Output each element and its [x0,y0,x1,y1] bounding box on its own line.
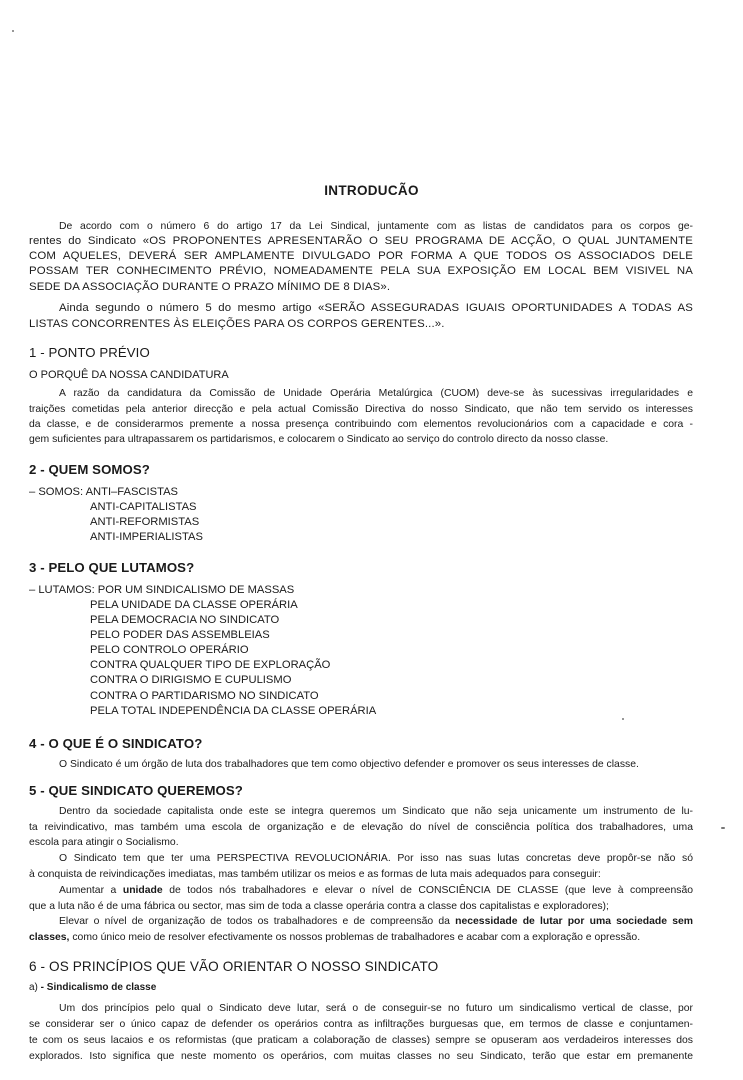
section-3-item: PELA TOTAL INDEPENDÊNCIA DA CLASSE OPERÁRIA [90,705,377,717]
section-1-line: traições cometidas pela anterior direcção e pela actual Comissão Directiva do nosso Sindicato, que não tem servido os interesses [29,404,693,415]
intro-p2-line: Ainda segundo o número 5 do mesmo artigo «SERÃO ASSEGURADAS IGUAIS OPORTUNIDADES A TODAS AS [59,302,693,314]
section-3-item: PELO PODER DAS ASSEMBLEIAS [90,629,270,641]
scan-speck [721,827,725,829]
section-6-line: se considerar ser o único capaz de defender os operários contra as infiltrações burguesas que, em termos de classe e conjuntamen- [29,1019,693,1030]
section-5-line [29,930,640,946]
intro-p1-line: COM AQUELES, DEVERÁ SER AMPLAMENTE DIVULGADO POR FORMA A QUE TODOS OS ASSOCIADOS DELE [29,250,693,262]
section-5-line: escola para atingir o Socialismo. [29,837,179,848]
section-3-item: CONTRA O DIRIGISMO E CUPULISMO [90,674,292,686]
section-5-line [59,883,693,899]
emphasis-classes: classes, [29,932,70,943]
section-3-lead: – LUTAMOS: POR UM SINDICALISMO DE MASSAS [29,584,295,596]
section-6-heading: 6 - OS PRINCÍPIOS QUE VÃO ORIENTAR O NOSSO SINDICATO [29,959,439,974]
intro-p2-line: LISTAS CONCORRENTES ÀS ELEIÇÕES PARA OS CORPOS GERENTES...». [29,318,445,330]
section-6-line: explorados. Isto significa que neste momento os operários, com muitas classes no seu Sindicato, terão que estar em premanente [29,1051,693,1062]
section-5-line: ta reivindicativo, mas também uma escola de organização e de elevação do nível de consciência política dos trabalhadores, uma [29,822,693,833]
sub-title: - Sindicalismo de classe [37,982,157,993]
section-5-heading: 5 - QUE SINDICATO QUEREMOS? [29,783,243,798]
section-1-line: da classe, e de considerarmos premente a nossa presença contribuindo com elementos revolucionários com a capacidade e cora - [29,419,693,430]
section-5-line: Dentro da sociedade capitalista onde este se integra queremos um Sindicato que não seja unicamente um instrumento de lu- [59,806,693,817]
section-1-heading: 1 - PONTO PRÉVIO [29,345,150,360]
text-run: como único meio de resolver efectivamente os nossos problemas de trabalhadores e acabar com a exploração e opressão. [69,932,641,943]
section-5-line [59,914,693,930]
document-title: INTRODUCÃO [324,183,419,198]
intro-p1-line: rentes do Sindicato «OS PROPONENTES APRESENTARÃO O SEU PROGRAMA DE ACÇÃO, O QUAL JUNTAMENTE [29,235,693,247]
section-4-text: O Sindicato é um órgão de luta dos trabalhadores que tem como objectivo defender e promover os seus interesses de classe. [59,759,639,770]
section-2-lead: – SOMOS: ANTI–FASCISTAS [29,486,178,498]
section-5-line: que a luta não é de uma fábrica ou sector, mas sim de toda a classe operária contra a classe dos capitalistas e exploradores); [29,901,609,912]
section-2-item: ANTI-REFORMISTAS [90,516,200,528]
intro-p1-line: SEDE DA ASSOCIAÇÃO DURANTE O PRAZO MÍNIMO DE 8 DIAS». [29,281,391,293]
section-1-line: A razão da candidatura da Comissão de Unidade Operária Metalúrgica (CUOM) deve-se às sucessivas irregularidades e [59,388,693,399]
section-3-item: CONTRA QUALQUER TIPO DE EXPLORAÇÃO [90,659,331,671]
section-3-item: CONTRA O PARTIDARISMO NO SINDICATO [90,690,319,702]
scan-speck [12,30,14,32]
section-5-line: O Sindicato tem que ter uma PERSPECTIVA REVOLUCIONÁRIA. Por isso nas suas lutas concretas deve propôr-se não só [59,853,693,864]
section-5-line: à conquista de reivindicações imediatas, mas também utilizar os meios e as formas de luta mais adequados para conseguir: [29,869,601,880]
text-run: Elevar o nível de organização de todos os trabalhadores e de compreensão da [59,916,456,927]
section-3-heading: 3 - PELO QUE LUTAMOS? [29,560,195,575]
emphasis-sociedade-sem-classes: necessidade de lutar por uma sociedade sem [455,916,693,927]
sub-label: a) [29,982,38,993]
intro-p1-line: De acordo com o número 6 do artigo 17 da Lei Sindical, juntamente com as listas de candidatos para os corpos ge- [59,221,693,232]
section-6-subheading [29,980,156,996]
section-2-item: ANTI-CAPITALISTAS [90,501,197,513]
section-6-line: Um dos princípios pelo qual o Sindicato deve lutar, será o de conseguir-se no futuro um sindicalismo vertical de classe, por [59,1003,693,1014]
scan-speck [622,718,624,720]
section-1-subheading: O PORQUÊ DA NOSSA CANDIDATURA [29,369,229,381]
section-4-heading: 4 - O QUE É O SINDICATO? [29,736,203,751]
intro-p1-line: POSSAM TER CONHECIMENTO PRÉVIO, NOMEADAMENTE PELA SUA EXPOSIÇÃO EM LOCAL BEM VISIVEL NA [29,265,693,277]
section-2-item: ANTI-IMPERIALISTAS [90,531,203,543]
section-1-line: gem suficientes para ultrapassarem os partidarismos, e colocarem o Sindicato ao serviço do controlo directo da nosso classe. [29,434,609,445]
text-run: Aumentar a [59,885,123,896]
section-3-item: PELA DEMOCRACIA NO SINDICATO [90,614,280,626]
section-2-heading: 2 - QUEM SOMOS? [29,462,150,477]
section-6-line: te com os seus lacaios e os reformistas (que praticam a colaboração de classes) sempre se opuseram aos verdadeiros interesses dos [29,1035,693,1046]
section-3-item: PELO CONTROLO OPERÁRIO [90,644,249,656]
section-3-item: PELA UNIDADE DA CLASSE OPERÁRIA [90,599,298,611]
emphasis-unidade: unidade [122,885,163,896]
text-run: de todos nós trabalhadores e elevar o nível de CONSCIÊNCIA DE CLASSE (que leve à compreensão [162,885,693,896]
